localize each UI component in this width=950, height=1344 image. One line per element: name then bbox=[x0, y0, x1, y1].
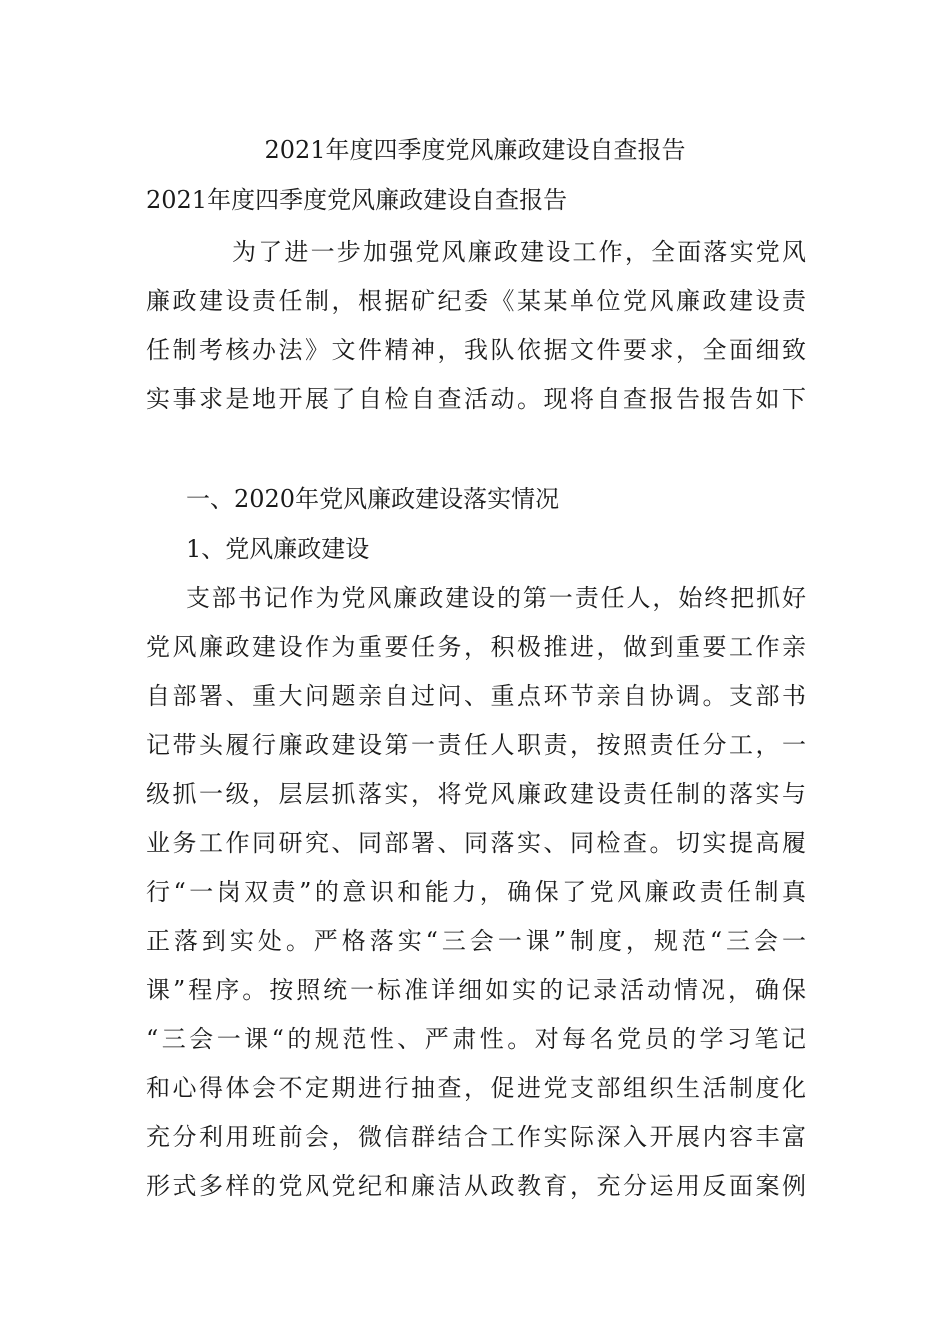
intro-line: 为了进一步加强党风廉政建设工作，全面落实党风 bbox=[232, 238, 806, 266]
body-line: 正落到实处。严格落实“三会一课”制度，规范“三会一 bbox=[146, 927, 806, 955]
document-title: 2021年度四季度党风廉政建设自查报告 bbox=[264, 136, 686, 164]
intro-line: 实事求是地开展了自检自查活动。现将自查报告报告如下 bbox=[146, 385, 806, 413]
body-line: 形式多样的党风党纪和廉洁从政教育，充分运用反面案例 bbox=[146, 1172, 806, 1200]
body-line: 课”程序。按照统一标准详细如实的记录活动情况，确保 bbox=[146, 976, 806, 1004]
body-line: 和心得体会不定期进行抽查，促进党支部组织生活制度化 bbox=[146, 1074, 806, 1102]
intro-paragraph bbox=[146, 228, 806, 424]
section-heading: 一、2020年党风廉政建设落实情况 bbox=[186, 485, 560, 513]
subsection-heading: 1、党风廉政建设 bbox=[186, 535, 370, 563]
body-paragraph bbox=[146, 574, 806, 1211]
body-line: “三会一课“的规范性、严肃性。对每名党员的学习笔记 bbox=[146, 1025, 806, 1053]
body-line: 党风廉政建设作为重要任务，积极推进，做到重要工作亲 bbox=[146, 633, 806, 661]
body-line: 充分利用班前会，微信群结合工作实际深入开展内容丰富 bbox=[146, 1123, 806, 1151]
body-line: 支部书记作为党风廉政建设的第一责任人，始终把抓好 bbox=[186, 584, 806, 612]
body-line: 记带头履行廉政建设第一责任人职责，按照责任分工，一 bbox=[146, 731, 806, 759]
intro-line: 廉政建设责任制，根据矿纪委《某某单位党风廉政建设责 bbox=[146, 287, 806, 315]
intro-line: 任制考核办法》文件精神，我队依据文件要求，全面细致 bbox=[146, 336, 806, 364]
body-line: 级抓一级，层层抓落实，将党风廉政建设责任制的落实与 bbox=[146, 780, 806, 808]
document-subtitle: 2021年度四季度党风廉政建设自查报告 bbox=[146, 186, 568, 214]
body-line: 自部署、重大问题亲自过问、重点环节亲自协调。支部书 bbox=[146, 682, 806, 710]
body-line: 业务工作同研究、同部署、同落实、同检查。切实提高履 bbox=[146, 829, 806, 857]
body-line: 行“一岗双责”的意识和能力，确保了党风廉政责任制真 bbox=[146, 878, 806, 906]
